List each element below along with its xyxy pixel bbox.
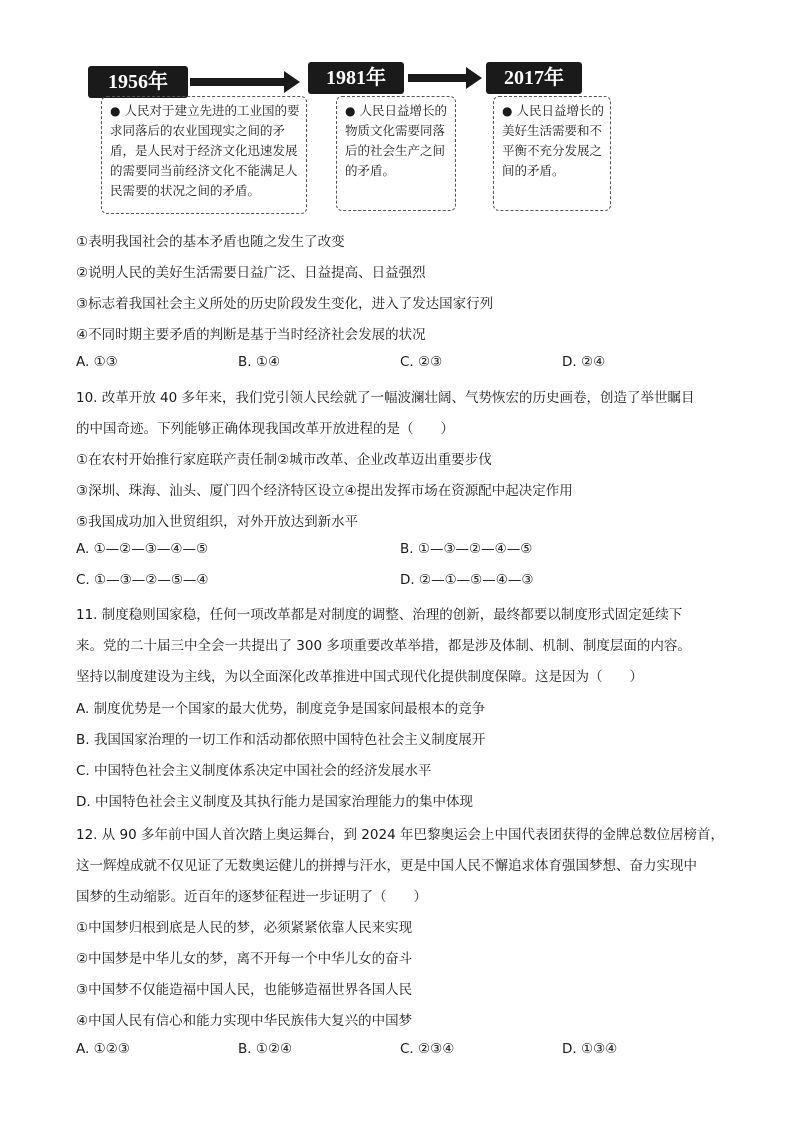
option-c[interactable]: C. ②③④ <box>400 1041 455 1057</box>
bullet-icon: ● <box>502 104 513 118</box>
statement: ③标志着我国社会主义所处的历史阶段发生变化，进入了发达国家行列 <box>76 296 494 312</box>
year-tag-2017: 2017年 <box>486 62 582 94</box>
bullet-icon: ● <box>110 104 121 118</box>
bullet-icon: ● <box>345 104 356 118</box>
option-c[interactable]: C. ②③ <box>400 354 443 370</box>
option-a[interactable]: A. ①—②—③—④—⑤ <box>76 541 209 557</box>
statement: ①在农村开始推行家庭联产责任制②城市改革、企业改革迈出重要步伐 <box>76 452 492 468</box>
timeline-box-2017 <box>493 96 611 211</box>
timeline-text-1981: 人民日益增长的物质文化需要同落后的社会生产之间的矛盾。 <box>345 103 447 178</box>
option-c[interactable]: C. 中国特色社会主义制度体系决定中国社会的经济发展水平 <box>76 763 432 779</box>
statement: ②说明人民的美好生活需要日益广泛、日益提高、日益强烈 <box>76 265 426 281</box>
statement: ③中国梦不仅能造福中国人民，也能够造福世界各国人民 <box>76 982 413 998</box>
timeline-text-1956: 人民对于建立先进的工业国的要求同落后的农业国现实之间的矛盾，是人民对于经济文化迅速发展的需要同当前经济文化不能满足人民需要的状况之间的矛盾。 <box>110 103 300 198</box>
question-stem: 的中国奇迹。下列能够正确体现我国改革开放进程的是（ ） <box>76 421 454 437</box>
statement: ④不同时期主要矛盾的判断是基于当时经济社会发展的状况 <box>76 327 426 343</box>
option-a[interactable]: A. ①③ <box>76 354 118 370</box>
timeline-box-1981 <box>336 96 456 211</box>
option-c[interactable]: C. ①—③—②—⑤—④ <box>76 572 209 588</box>
option-b[interactable]: B. ①④ <box>238 354 281 370</box>
question-stem: 这一辉煌成就不仅见证了无数奥运健儿的拼搏与汗水，更是中国人民不懈追求体育强国梦想、奋力实现中 <box>76 858 697 874</box>
statement: ①中国梦归根到底是人民的梦，必须紧紧依靠人民来实现 <box>76 920 413 936</box>
question-stem: 国梦的生动缩影。近百年的逐梦征程进一步证明了（ ） <box>76 889 427 905</box>
question-stem: 来。党的二十届三中全会一共提出了 300 多项重要改革举措，都是涉及体制、机制、制度层面的内容。 <box>76 638 691 654</box>
question-stem: 10. 改革开放 40 多年来，我们党引领人民绘就了一幅波澜壮阔、气势恢宏的历史画卷，创造了举世瞩目 <box>76 390 695 406</box>
option-b[interactable]: B. ①②④ <box>238 1041 293 1057</box>
question-stem: 11. 制度稳则国家稳，任何一项改革都是对制度的调整、治理的创新，最终都要以制度形式固定延续下 <box>76 607 683 623</box>
statement: ③深圳、珠海、汕头、厦门四个经济特区设立④提出发挥市场在资源配中起决定作用 <box>76 483 573 499</box>
option-d[interactable]: D. 中国特色社会主义制度及其执行能力是国家治理能力的集中体现 <box>76 794 473 810</box>
statement: ⑤我国成功加入世贸组织，对外开放达到新水平 <box>76 514 359 530</box>
arrow-1 <box>190 78 286 86</box>
option-a[interactable]: A. 制度优势是一个国家的最大优势，制度竞争是国家间最根本的竞争 <box>76 701 486 717</box>
option-d[interactable]: D. ②④ <box>562 354 606 370</box>
timeline-text-2017: 人民日益增长的美好生活需要和不平衡不充分发展之间的矛盾。 <box>502 103 604 178</box>
option-d[interactable]: D. ②—①—⑤—④—③ <box>400 572 534 588</box>
year-tag-1956: 1956年 <box>88 66 188 98</box>
question-stem: 坚持以制度建设为主线，为以全面深化改革推进中国式现代化提供制度保障。这是因为（ ） <box>76 669 643 685</box>
timeline-box-1956 <box>101 96 307 214</box>
option-b[interactable]: B. ①—③—②—④—⑤ <box>400 541 533 557</box>
option-d[interactable]: D. ①③④ <box>562 1041 618 1057</box>
question-stem: 12. 从 90 多年前中国人首次踏上奥运舞台，到 2024 年巴黎奥运会上中国代表团获得的金牌总数位居榜首， <box>76 827 724 843</box>
option-b[interactable]: B. 我国国家治理的一切工作和活动都依照中国特色社会主义制度展开 <box>76 732 486 748</box>
statement: ①表明我国社会的基本矛盾也随之发生了改变 <box>76 234 345 250</box>
option-a[interactable]: A. ①②③ <box>76 1041 130 1057</box>
year-tag-1981: 1981年 <box>308 62 404 94</box>
arrow-2 <box>408 74 468 82</box>
statement: ④中国人民有信心和能力实现中华民族伟大复兴的中国梦 <box>76 1013 413 1029</box>
statement: ②中国梦是中华儿女的梦，离不开每一个中华儿女的奋斗 <box>76 951 413 967</box>
